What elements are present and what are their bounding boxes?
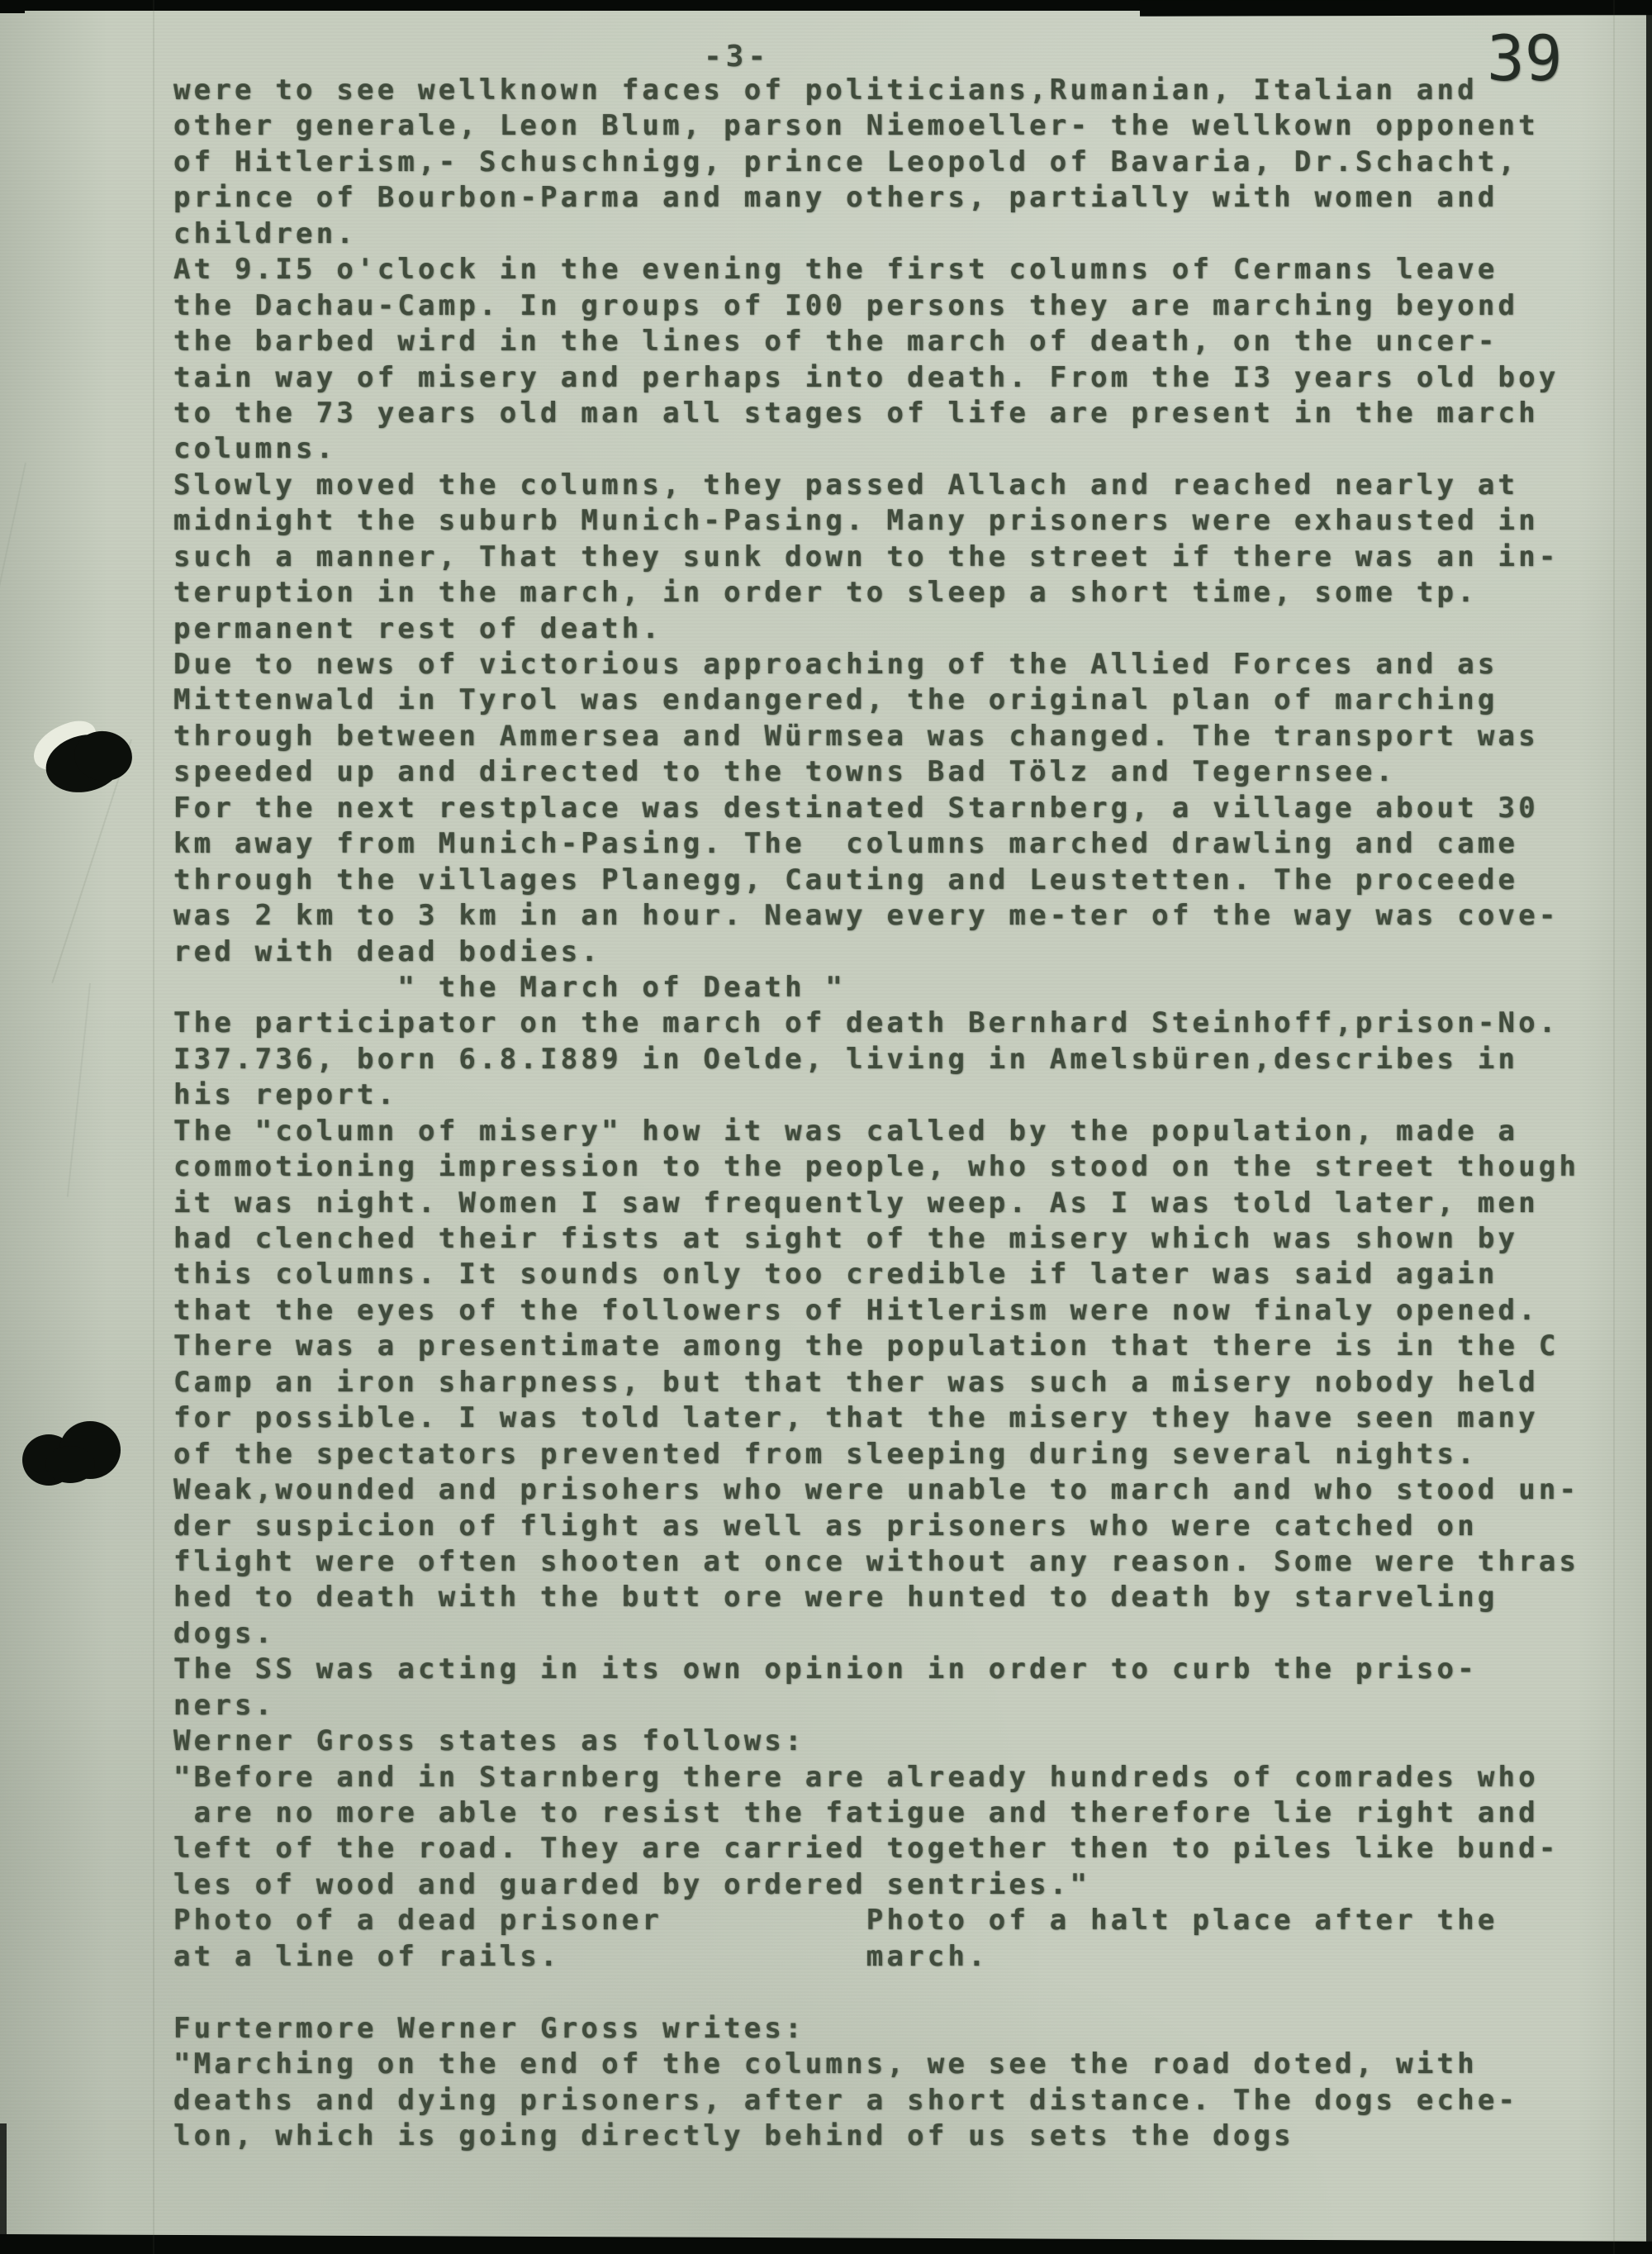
folio-number: 39 [1487,21,1563,95]
text-line: it was night. Women I saw frequently weep. As I was told later, men [173,1186,1539,1220]
text-line [173,1975,1579,2010]
text-line: had clenched their fists at sight of the misery which was shown by [173,1222,1519,1255]
text-line: At 9.I5 o'clock in the evening the first columns of Cermans leave [173,253,1498,287]
text-line: Werner Gross states as follows: [173,1724,805,1758]
text-line: speeded up and directed to the towns Bad Tölz and Tegernsee. [173,755,1397,789]
text-line: tain way of misery and perhaps into death. From the I3 years old boy [173,360,1559,394]
text-line: Camp an iron sharpness, but that ther was such a misery nobody held [173,1365,1539,1399]
text-line: for possible. I was told later, that the misery they have seen many [173,1401,1539,1435]
text-line: dogs. [173,1616,276,1650]
text-line: For the next restplace was destinated Starnberg, a village about 30 [173,791,1539,825]
text-line: are no more able to resist the fatigue and therefore lie right and [173,1796,1539,1829]
text-line: commotioning impression to the people, who stood on the street though [173,1150,1580,1184]
scan-edge-left-top [0,0,25,13]
text-line: such a manner, That they sunk down to the street if there was an in- [173,540,1559,573]
text-line: There was a presentimate among the population that there is in the C [173,1329,1559,1363]
scan-edge-left-bottom [0,2123,7,2254]
text-line: columns. [173,432,337,466]
text-line: lon, which is going directly behind of us sets the dogs [173,2118,1294,2152]
paper-crease [67,983,91,1197]
text-line: to the 73 years old man all stages of life are present in the march [173,396,1539,430]
text-line: were to see wellknown faces of politicians,Rumanian, Italian and [173,74,1478,107]
text-line: hed to death with the butt ore were hunted to death by starveling [173,1581,1498,1614]
scan-edge-top-right [1140,0,1652,17]
text-line: der suspicion of flight as well as prisoners who were catched on [173,1509,1478,1543]
text-line: prince of Bourbon-Parma and many others, partially with women and [173,181,1498,215]
text-line: that the eyes of the followers of Hitlerism were now finaly opened. [173,1293,1539,1327]
text-line: " the March of Death " [173,970,847,1004]
text-line: teruption in the march, in order to sleep a short time, some tp. [173,576,1478,610]
text-line: I37.736, born 6.8.I889 in Oelde, living in Amelsbüren,describes in [173,1042,1519,1076]
text-line: "Marching on the end of the columns, we see the road doted, with [173,2047,1478,2081]
text-line: the Dachau-Camp. In groups of I00 persons they are marching beyond [173,288,1519,322]
scan-edge-right [1646,0,1652,2254]
text-line: flight were often shooten at once without any reason. Some were thras [173,1544,1580,1578]
scan-edge-bottom [0,2234,1652,2254]
text-line: through the villages Planegg, Cauting and Leustetten. The proceede [173,863,1519,896]
paper-crease [0,463,26,657]
text-line: the barbed wird in the lines of the march of death, on the uncer- [173,325,1498,359]
text-line: children. [173,216,358,250]
punch-hole [45,1446,95,1483]
text-line: ners. [173,1688,276,1722]
text-line: Weak,wounded and prisohers who were unable to march and who stood un- [173,1473,1580,1507]
paper-crease [1613,0,1615,2254]
text-line: The "column of misery" how it was called by the population, made a [173,1114,1519,1148]
text-line: of Hitlerism,- Schuschnigg, prince Leopold of Bavaria, Dr.Schacht, [173,145,1519,178]
text-line: at a line of rails. march. [173,1939,989,1973]
paper-crease [153,0,154,2254]
text-line: this columns. It sounds only too credible if later was said again [173,1258,1498,1291]
text-line: red with dead bodies. [173,934,602,968]
text-line: Furtermore Werner Gross writes: [173,2011,805,2045]
text-line: km away from Munich-Pasing. The columns marched drawling and came [173,827,1519,861]
text-line: through between Ammersea and Würmsea was changed. The transport was [173,719,1539,753]
text-line: deaths and dying prisoners, after a short distance. The dogs eche- [173,2083,1519,2117]
text-line: permanent rest of death. [173,611,663,645]
typewritten-text [173,73,1579,2154]
page-number: -3- [704,40,771,74]
text-line: Mittenwald in Tyrol was endangered, the original plan of marching [173,683,1498,717]
text-line: his report. [173,1078,398,1112]
text-line: Photo of a dead prisoner Photo of a halt place after the [173,1904,1498,1938]
text-line: Due to news of victorious approaching of the Allied Forces and as [173,648,1498,681]
text-line: les of wood and guarded by ordered sentries." [173,1867,1091,1901]
text-line: "Before and in Starnberg there are already hundreds of comrades who [173,1760,1539,1794]
text-line: The SS was acting in its own opinion in order to curb the priso- [173,1652,1478,1686]
text-line: was 2 km to 3 km in an hour. Neawy every me-ter of the way was cove- [173,899,1559,933]
text-line: Slowly moved the columns, they passed Allach and reached nearly at [173,468,1519,502]
text-line: left of the road. They are carried together then to piles like bund- [173,1832,1559,1866]
text-line: midnight the suburb Munich-Pasing. Many prisoners were exhausted in [173,504,1539,538]
text-line: other generale, Leon Blum, parson Niemoeller- the wellkown opponent [173,109,1539,143]
text-line: The participator on the march of death Bernhard Steinhoff,prison-No. [173,1006,1559,1040]
text-line: of the spectators prevented from sleeping during several nights. [173,1437,1478,1471]
